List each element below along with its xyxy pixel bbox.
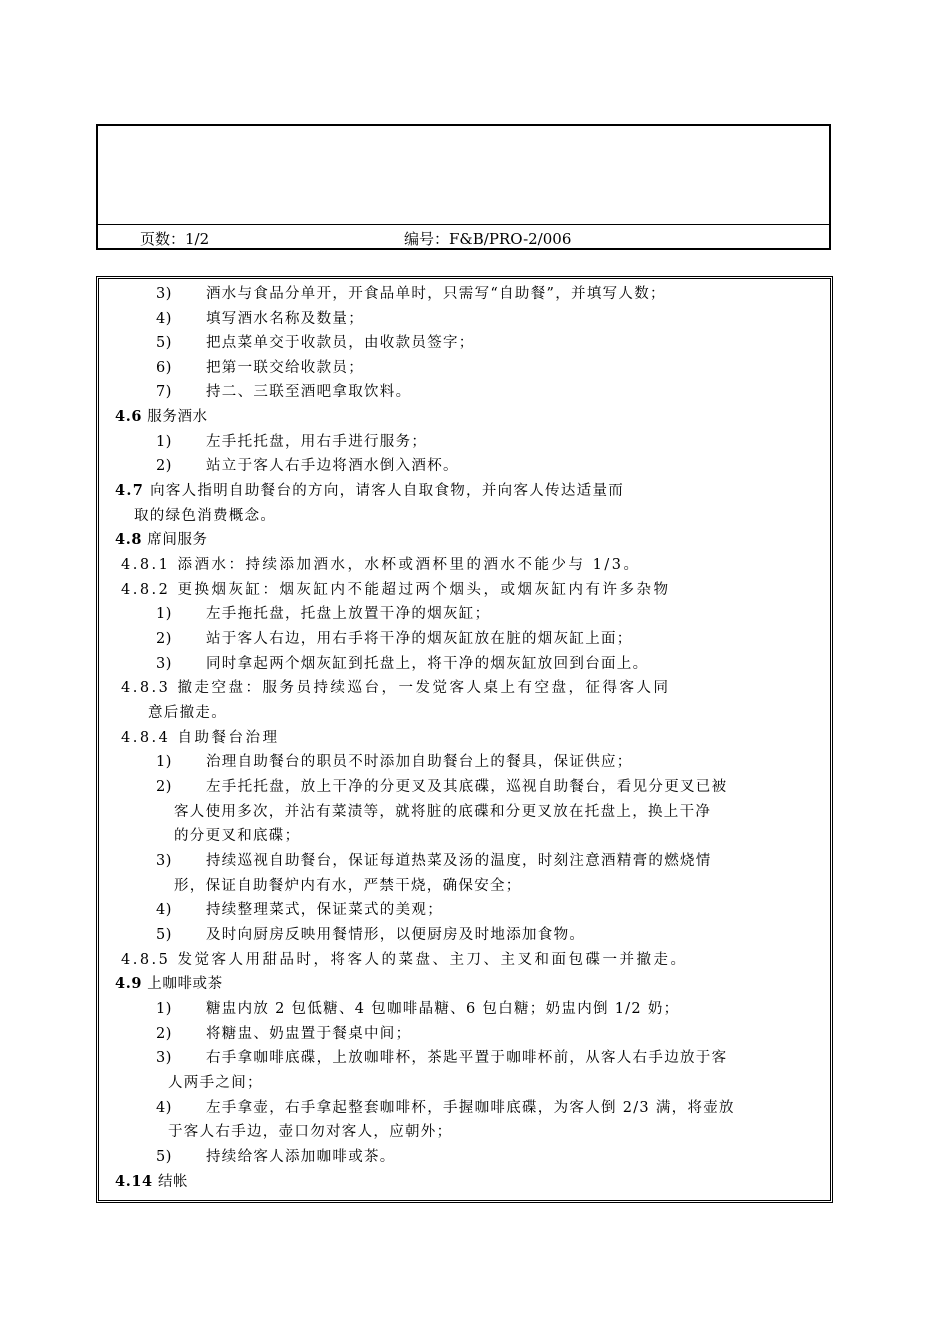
list-item: 3) 同时拿起两个烟灰缸到托盘上，将干净的烟灰缸放回到台面上。 xyxy=(156,656,649,672)
procedure-content xyxy=(96,276,833,1203)
list-item: 4) 填写酒水名称及数量； xyxy=(156,311,364,327)
document-number: 编号：F&B/PRO-2/006 xyxy=(404,230,572,248)
list-item: 2) 左手托托盘，放上干净的分更叉及其底碟，巡视自助餐台，看见分更叉已被 xyxy=(156,779,728,795)
subsection: 4.8.5 发觉客人用甜品时，将客人的菜盘、主刀、主叉和面包碟一并撤走。 xyxy=(121,952,688,968)
list-item: 1) 左手托托盘，用右手进行服务； xyxy=(156,434,428,450)
section-heading: 4.14 结帐 xyxy=(115,1173,189,1190)
list-item: 4) 持续整理菜式，保证菜式的美观； xyxy=(156,902,443,918)
paragraph-continuation: 意后撤走。 xyxy=(148,705,227,721)
page-count: 页数：1/2 xyxy=(140,230,210,248)
list-item: 7) 持二、三联至酒吧拿取饮料。 xyxy=(156,384,412,400)
list-item: 3) 酒水与食品分单开，开食品单时，只需写“自助餐”，并填写人数； xyxy=(156,286,666,302)
subsection: 4.8.1 添酒水：持续添加酒水，水杯或酒杯里的酒水不能少与 1/3。 xyxy=(121,557,641,573)
subsection: 4.8.2 更换烟灰缸：烟灰缸内不能超过两个烟头，或烟灰缸内有许多杂物 xyxy=(121,582,671,598)
list-item: 4) 左手拿壶，右手拿起整套咖啡杯，手握咖啡底碟，为客人倒 2/3 满，将壶放 xyxy=(156,1100,735,1116)
paragraph-continuation: 形，保证自助餐炉内有水，严禁干烧，确保安全； xyxy=(174,878,522,894)
subsection: 4.8.4 自助餐台治理 xyxy=(121,730,280,746)
header-info-row xyxy=(98,225,829,249)
paragraph-continuation: 的分更叉和底碟； xyxy=(174,828,301,844)
list-item: 5) 把点菜单交于收款员，由收款员签字； xyxy=(156,335,475,351)
section-heading: 4.6 服务酒水 xyxy=(115,408,208,425)
list-item: 5) 及时向厨房反映用餐情形，以便厨房及时地添加食物。 xyxy=(156,927,586,943)
paragraph-continuation: 人两手之间； xyxy=(168,1075,263,1091)
list-item: 3) 右手拿咖啡底碟，上放咖啡杯，茶匙平置于咖啡杯前，从客人右手边放于客 xyxy=(156,1050,728,1066)
list-item: 2) 站立于客人右手边将酒水倒入酒杯。 xyxy=(156,458,459,474)
paragraph-continuation: 取的绿色消费概念。 xyxy=(134,508,277,524)
section-heading: 4.7 向客人指明自助餐台的方向，请客人自取食物，并向客人传达适量而 xyxy=(115,482,625,499)
list-item: 2) 站于客人右边，用右手将干净的烟灰缸放在脏的烟灰缸上面； xyxy=(156,631,633,647)
subsection: 4.8.3 撤走空盘：服务员持续巡台，一发觉客人桌上有空盘，征得客人同 xyxy=(121,680,671,696)
section-heading: 4.9 上咖啡或茶 xyxy=(115,975,223,992)
list-item: 5) 持续给客人添加咖啡或茶。 xyxy=(156,1149,396,1165)
list-item: 1) 治理自助餐台的职员不时添加自助餐台上的餐具，保证供应； xyxy=(156,754,633,770)
document-header xyxy=(96,124,831,250)
list-item: 2) 将糖盅、奶盅置于餐桌中间； xyxy=(156,1026,412,1042)
header-title-area xyxy=(98,126,829,225)
list-item: 1) 糖盅内放 2 包低糖、4 包咖啡晶糖、6 包白糖；奶盅内倒 1/2 奶； xyxy=(156,1001,680,1017)
section-heading: 4.8 席间服务 xyxy=(115,531,208,548)
list-item: 6) 把第一联交给收款员； xyxy=(156,360,364,376)
list-item: 1) 左手拖托盘，托盘上放置干净的烟灰缸； xyxy=(156,606,491,622)
paragraph-continuation: 客人使用多次，并沾有菜渍等，就将脏的底碟和分更叉放在托盘上，换上干净 xyxy=(174,804,712,820)
list-item: 3) 持续巡视自助餐台，保证每道热菜及汤的温度，时刻注意酒精膏的燃烧情 xyxy=(156,853,712,869)
paragraph-continuation: 于客人右手边，壶口勿对客人，应朝外； xyxy=(168,1124,453,1140)
